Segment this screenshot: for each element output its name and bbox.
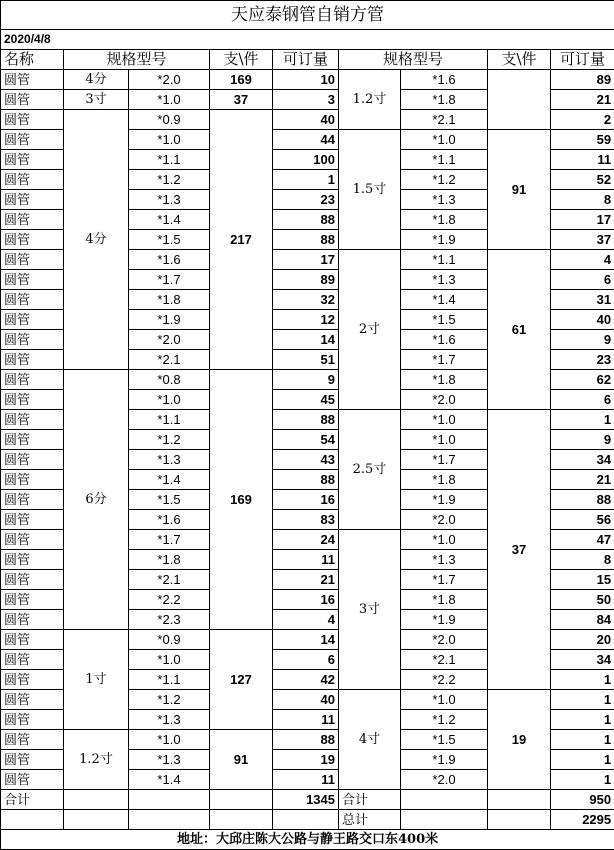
item-name-cell: 圆管: [1, 130, 64, 150]
left-pieces-cell: 91: [210, 730, 273, 790]
header-spec-right: 规格型号: [339, 50, 488, 70]
item-name-cell: 圆管: [1, 750, 64, 770]
right-qty-cell: 88: [551, 490, 614, 510]
left-pieces-cell: 169: [210, 370, 273, 630]
right-qty-cell: 1: [551, 750, 614, 770]
left-spec-cell: *2.2: [129, 590, 210, 610]
right-spec-cell: *2.0: [401, 390, 488, 410]
left-spec-cell: *1.8: [129, 290, 210, 310]
right-total-value: 950: [551, 790, 614, 810]
right-qty-cell: 21: [551, 90, 614, 110]
right-spec-cell: *2.0: [401, 510, 488, 530]
right-spec-cell: *1.3: [401, 270, 488, 290]
left-pieces-cell: 37: [210, 90, 273, 110]
left-qty-cell: 40: [273, 110, 339, 130]
right-qty-cell: 89: [551, 70, 614, 90]
address-footer: 地址：大邱庄陈大公路与静王路交口东400米: [1, 830, 614, 850]
item-name-cell: 圆管: [1, 730, 64, 750]
right-spec-cell: *1.8: [401, 370, 488, 390]
item-name-cell: 圆管: [1, 370, 64, 390]
left-spec-cell: *1.5: [129, 490, 210, 510]
item-name-cell: 圆管: [1, 430, 64, 450]
item-name-cell: 圆管: [1, 290, 64, 310]
right-spec-cell: *2.0: [401, 630, 488, 650]
right-qty-cell: 6: [551, 390, 614, 410]
right-qty-cell: 1: [551, 670, 614, 690]
right-qty-cell: 1: [551, 410, 614, 430]
left-spec-cell: *1.0: [129, 730, 210, 750]
left-spec-cell: *2.1: [129, 350, 210, 370]
right-spec-cell: *1.6: [401, 330, 488, 350]
left-qty-cell: 88: [273, 470, 339, 490]
right-qty-cell: 21: [551, 470, 614, 490]
right-spec-cell: *1.0: [401, 690, 488, 710]
left-pieces-cell: 127: [210, 630, 273, 730]
right-qty-cell: 23: [551, 350, 614, 370]
header-name: 名称: [1, 50, 64, 70]
right-qty-cell: 34: [551, 650, 614, 670]
item-name-cell: 圆管: [1, 470, 64, 490]
left-spec-cell: *1.7: [129, 530, 210, 550]
left-qty-cell: 14: [273, 630, 339, 650]
item-name-cell: 圆管: [1, 630, 64, 650]
left-spec-cell: *2.0: [129, 330, 210, 350]
left-qty-cell: 9: [273, 370, 339, 390]
left-qty-cell: 11: [273, 770, 339, 790]
sheet-date: 2020/4/8: [1, 30, 614, 50]
left-qty-cell: 100: [273, 150, 339, 170]
left-qty-cell: 17: [273, 250, 339, 270]
item-name-cell: 圆管: [1, 550, 64, 570]
item-name-cell: 圆管: [1, 250, 64, 270]
left-qty-cell: 10: [273, 70, 339, 90]
item-name-cell: 圆管: [1, 670, 64, 690]
item-name-cell: 圆管: [1, 150, 64, 170]
left-qty-cell: 88: [273, 210, 339, 230]
right-spec-cell: *1.0: [401, 430, 488, 450]
right-pieces-cell: 61: [488, 250, 551, 410]
left-spec-cell: *1.3: [129, 750, 210, 770]
right-qty-cell: 8: [551, 550, 614, 570]
right-qty-cell: 6: [551, 270, 614, 290]
item-name-cell: 圆管: [1, 450, 64, 470]
left-qty-cell: 51: [273, 350, 339, 370]
right-pieces-cell: 19: [488, 690, 551, 790]
item-name-cell: 圆管: [1, 210, 64, 230]
left-spec-cell: *1.2: [129, 430, 210, 450]
left-qty-cell: 16: [273, 490, 339, 510]
right-spec-cell: *1.9: [401, 490, 488, 510]
item-name-cell: 圆管: [1, 510, 64, 530]
right-spec-cell: *1.8: [401, 90, 488, 110]
left-size-cell: 1.2寸: [64, 730, 129, 790]
item-name-cell: 圆管: [1, 390, 64, 410]
item-name-cell: 圆管: [1, 570, 64, 590]
item-name-cell: 圆管: [1, 350, 64, 370]
grand-total-value: 2295: [551, 810, 614, 830]
right-qty-cell: 62: [551, 370, 614, 390]
item-name-cell: 圆管: [1, 230, 64, 250]
right-spec-cell: *1.2: [401, 170, 488, 190]
right-qty-cell: 4: [551, 250, 614, 270]
right-qty-cell: 59: [551, 130, 614, 150]
item-name-cell: 圆管: [1, 690, 64, 710]
right-size-cell: 3寸: [339, 530, 401, 690]
right-spec-cell: *1.0: [401, 130, 488, 150]
left-qty-cell: 1: [273, 170, 339, 190]
left-spec-cell: *1.4: [129, 470, 210, 490]
left-qty-cell: 45: [273, 390, 339, 410]
left-spec-cell: *2.0: [129, 70, 210, 90]
left-pieces-cell: 169: [210, 70, 273, 90]
header-pieces-right: 支\件: [488, 50, 551, 70]
footer-row: [1, 830, 614, 850]
right-qty-cell: 9: [551, 330, 614, 350]
item-name-cell: 圆管: [1, 330, 64, 350]
right-spec-cell: *1.6: [401, 70, 488, 90]
right-spec-cell: *1.9: [401, 610, 488, 630]
right-qty-cell: 47: [551, 530, 614, 550]
right-qty-cell: 1: [551, 730, 614, 750]
item-name-cell: 圆管: [1, 590, 64, 610]
left-spec-cell: *1.2: [129, 690, 210, 710]
right-qty-cell: 15: [551, 570, 614, 590]
empty-cell: [64, 790, 129, 810]
item-name-cell: 圆管: [1, 410, 64, 430]
empty-cell: [210, 790, 273, 810]
right-pieces-cell: 91: [488, 130, 551, 250]
item-name-cell: 圆管: [1, 650, 64, 670]
right-qty-cell: 40: [551, 310, 614, 330]
left-qty-cell: 83: [273, 510, 339, 530]
left-qty-cell: 4: [273, 610, 339, 630]
sheet-title: 天应泰钢管自销方管: [1, 1, 614, 30]
header-spec-left: 规格型号: [64, 50, 210, 70]
empty-cell: [273, 810, 339, 830]
left-size-cell: 1寸: [64, 630, 129, 730]
right-qty-cell: 56: [551, 510, 614, 530]
left-spec-cell: *0.9: [129, 630, 210, 650]
empty-cell: [129, 790, 210, 810]
left-qty-cell: 23: [273, 190, 339, 210]
left-pieces-cell: 217: [210, 110, 273, 370]
left-total-value: 1345: [273, 790, 339, 810]
right-pieces-cell: 37: [488, 410, 551, 690]
totals-row: [1, 790, 614, 810]
left-spec-cell: *1.1: [129, 150, 210, 170]
right-size-cell: 1.2寸: [339, 70, 401, 130]
item-name-cell: 圆管: [1, 770, 64, 790]
left-qty-cell: 12: [273, 310, 339, 330]
right-spec-cell: *1.5: [401, 730, 488, 750]
item-name-cell: 圆管: [1, 610, 64, 630]
left-qty-cell: 11: [273, 550, 339, 570]
left-qty-cell: 16: [273, 590, 339, 610]
left-size-cell: 3寸: [64, 90, 129, 110]
empty-cell: [488, 810, 551, 830]
left-spec-cell: *1.7: [129, 270, 210, 290]
left-spec-cell: *1.3: [129, 710, 210, 730]
right-total-label: 合计: [339, 790, 401, 810]
right-spec-cell: *1.1: [401, 250, 488, 270]
item-name-cell: 圆管: [1, 190, 64, 210]
left-qty-cell: 21: [273, 570, 339, 590]
left-spec-cell: *1.4: [129, 210, 210, 230]
right-spec-cell: *1.5: [401, 310, 488, 330]
left-spec-cell: *0.9: [129, 110, 210, 130]
left-qty-cell: 6: [273, 650, 339, 670]
right-spec-cell: *1.0: [401, 530, 488, 550]
left-qty-cell: 3: [273, 90, 339, 110]
right-qty-cell: 84: [551, 610, 614, 630]
left-qty-cell: 88: [273, 230, 339, 250]
left-spec-cell: *2.3: [129, 610, 210, 630]
left-spec-cell: *0.8: [129, 370, 210, 390]
left-qty-cell: 54: [273, 430, 339, 450]
right-size-cell: 2寸: [339, 250, 401, 410]
right-spec-cell: *1.9: [401, 750, 488, 770]
left-qty-cell: 88: [273, 730, 339, 750]
right-spec-cell: *1.4: [401, 290, 488, 310]
left-spec-cell: *1.5: [129, 230, 210, 250]
right-size-cell: 2.5寸: [339, 410, 401, 530]
right-spec-cell: *1.7: [401, 570, 488, 590]
table-row: [1, 70, 614, 90]
left-qty-cell: 24: [273, 530, 339, 550]
right-qty-cell: 37: [551, 230, 614, 250]
right-qty-cell: 1: [551, 770, 614, 790]
item-name-cell: 圆管: [1, 90, 64, 110]
right-qty-cell: 8: [551, 190, 614, 210]
right-qty-cell: 31: [551, 290, 614, 310]
left-qty-cell: 88: [273, 410, 339, 430]
left-spec-cell: *1.0: [129, 390, 210, 410]
header-pieces-left: 支\件: [210, 50, 273, 70]
right-spec-cell: *1.1: [401, 150, 488, 170]
empty-cell: [129, 810, 210, 830]
left-spec-cell: *1.3: [129, 190, 210, 210]
item-name-cell: 圆管: [1, 270, 64, 290]
left-spec-cell: *1.9: [129, 310, 210, 330]
left-spec-cell: *1.6: [129, 510, 210, 530]
empty-cell: [401, 810, 488, 830]
right-spec-cell: *2.1: [401, 650, 488, 670]
left-qty-cell: 42: [273, 670, 339, 690]
item-name-cell: 圆管: [1, 490, 64, 510]
left-spec-cell: *1.1: [129, 670, 210, 690]
empty-cell: [210, 810, 273, 830]
left-qty-cell: 40: [273, 690, 339, 710]
right-spec-cell: *2.0: [401, 770, 488, 790]
left-spec-cell: *1.8: [129, 550, 210, 570]
right-spec-cell: *1.9: [401, 230, 488, 250]
right-size-cell: 4寸: [339, 690, 401, 790]
item-name-cell: 圆管: [1, 710, 64, 730]
right-qty-cell: 50: [551, 590, 614, 610]
right-qty-cell: 52: [551, 170, 614, 190]
right-qty-cell: 20: [551, 630, 614, 650]
left-qty-cell: 43: [273, 450, 339, 470]
item-name-cell: 圆管: [1, 110, 64, 130]
left-spec-cell: *1.6: [129, 250, 210, 270]
right-spec-cell: *2.1: [401, 110, 488, 130]
right-qty-cell: 9: [551, 430, 614, 450]
right-qty-cell: 11: [551, 150, 614, 170]
right-spec-cell: *1.3: [401, 190, 488, 210]
item-name-cell: 圆管: [1, 310, 64, 330]
left-qty-cell: 89: [273, 270, 339, 290]
left-qty-cell: 32: [273, 290, 339, 310]
empty-cell: [401, 790, 488, 810]
left-qty-cell: 19: [273, 750, 339, 770]
right-size-cell: 1.5寸: [339, 130, 401, 250]
header-available-left: 可订量: [273, 50, 339, 70]
left-spec-cell: *1.3: [129, 450, 210, 470]
right-spec-cell: *1.0: [401, 410, 488, 430]
empty-cell: [1, 810, 64, 830]
left-qty-cell: 44: [273, 130, 339, 150]
right-spec-cell: *1.8: [401, 210, 488, 230]
left-spec-cell: *1.0: [129, 130, 210, 150]
left-size-cell: 4分: [64, 110, 129, 370]
left-spec-cell: *1.1: [129, 410, 210, 430]
header-available-right: 可订量: [551, 50, 614, 70]
right-spec-cell: *1.2: [401, 710, 488, 730]
right-spec-cell: *1.7: [401, 350, 488, 370]
grand-total-row: [1, 810, 614, 830]
left-spec-cell: *1.0: [129, 90, 210, 110]
right-qty-cell: 1: [551, 690, 614, 710]
empty-cell: [488, 790, 551, 810]
left-size-cell: 6分: [64, 370, 129, 630]
right-spec-cell: *1.7: [401, 450, 488, 470]
left-total-label: 合计: [1, 790, 64, 810]
right-spec-cell: *1.8: [401, 470, 488, 490]
header-row: [1, 50, 614, 70]
grand-total-label: 总计: [339, 810, 401, 830]
left-size-cell: 4分: [64, 70, 129, 90]
empty-cell: [64, 810, 129, 830]
left-spec-cell: *1.0: [129, 650, 210, 670]
right-spec-cell: *2.2: [401, 670, 488, 690]
left-qty-cell: 14: [273, 330, 339, 350]
item-name-cell: 圆管: [1, 530, 64, 550]
right-qty-cell: 34: [551, 450, 614, 470]
left-spec-cell: *1.2: [129, 170, 210, 190]
left-qty-cell: 11: [273, 710, 339, 730]
right-qty-cell: 2: [551, 110, 614, 130]
right-spec-cell: *1.3: [401, 550, 488, 570]
right-qty-cell: 17: [551, 210, 614, 230]
right-pieces-cell: [488, 70, 551, 130]
item-name-cell: 圆管: [1, 170, 64, 190]
right-spec-cell: *1.8: [401, 590, 488, 610]
left-spec-cell: *1.4: [129, 770, 210, 790]
item-name-cell: 圆管: [1, 70, 64, 90]
left-spec-cell: *2.1: [129, 570, 210, 590]
right-qty-cell: 1: [551, 710, 614, 730]
